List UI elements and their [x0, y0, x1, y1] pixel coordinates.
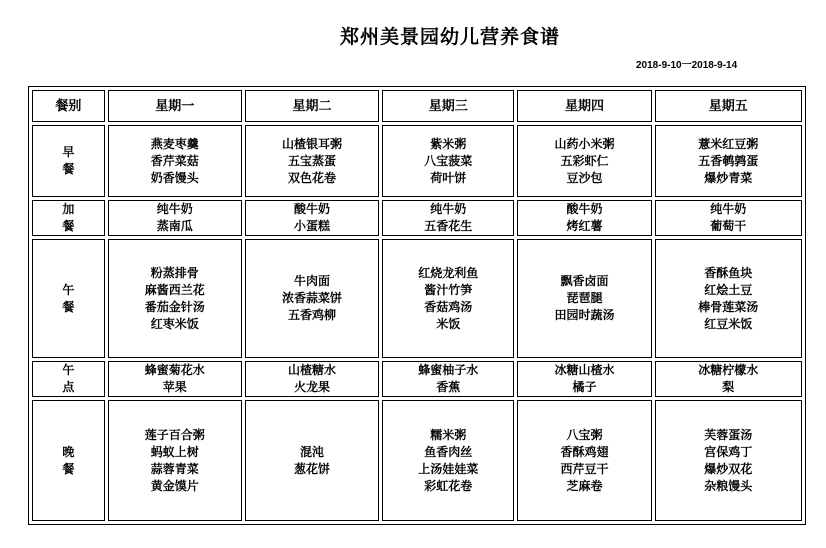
dish-item: 黄金馍片: [150, 478, 199, 493]
menu-cell: [245, 239, 379, 358]
menu-cell: [108, 239, 242, 358]
dish-item: 小蛋糕: [294, 219, 331, 233]
header-day: 星期五: [655, 90, 802, 122]
page-title: 郑州美景园幼儿营养食谱: [339, 26, 560, 48]
menu-cell: [108, 200, 242, 236]
dish-item: 八宝菠菜: [424, 153, 473, 168]
menu-cell: [517, 125, 651, 197]
dish-item: 山楂银耳粥: [282, 136, 343, 151]
dish-item: 棒骨莲菜汤: [698, 299, 759, 314]
menu-cell: [517, 400, 651, 521]
dish-item: 彩虹花卷: [424, 478, 473, 493]
meal-name-cell: [32, 239, 105, 358]
menu-cell: [108, 400, 242, 521]
dish-item: 葱花饼: [294, 461, 331, 476]
menu-cell: [382, 239, 514, 358]
dish-item: 蜂蜜菊花水: [144, 363, 205, 377]
menu-cell: [245, 361, 379, 397]
menu-cell: [517, 361, 651, 397]
dish-item: 燕麦枣羹: [150, 136, 199, 151]
meal-name-char: 餐: [62, 219, 75, 233]
meal-name-cell: [32, 125, 105, 197]
dish-item: 五香鹌鹑蛋: [698, 153, 759, 168]
menu-cell: [655, 239, 802, 358]
dish-item: 蚂蚁上树: [150, 444, 199, 459]
dish-item: 西芹豆干: [560, 461, 609, 476]
dish-item: 爆炒双花: [704, 461, 753, 476]
dish-item: 纯牛奶: [156, 202, 193, 216]
menu-cell: [517, 239, 651, 358]
dish-item: 酸牛奶: [566, 202, 603, 216]
menu-cell: [245, 400, 379, 521]
menu-cell: [382, 125, 514, 197]
dish-item: 葡萄干: [710, 219, 747, 233]
header-day: 星期三: [382, 90, 514, 122]
header-day: 星期四: [517, 90, 651, 122]
dish-item: 苹果: [162, 380, 187, 394]
menu-cell: [108, 125, 242, 197]
meal-name-char: 加: [62, 202, 75, 216]
meal-name-char: 餐: [62, 299, 75, 314]
dish-item: 冰糖山楂水: [554, 363, 615, 377]
dish-item: 香酥鱼块: [704, 265, 753, 280]
dish-item: 酱汁竹笋: [424, 282, 473, 297]
menu-cell: [382, 400, 514, 521]
dish-item: 红豆米饭: [704, 316, 753, 331]
dish-item: 芙蓉蛋汤: [704, 427, 753, 442]
dish-item: 番茄金针汤: [144, 299, 205, 314]
menu-cell: [108, 361, 242, 397]
meal-row: [32, 125, 802, 197]
header-meal-col: 餐别: [32, 90, 105, 122]
dish-item: 五宝蒸蛋: [288, 153, 337, 168]
dish-item: 冰糖柠檬水: [698, 363, 759, 377]
dish-item: 香蕉: [436, 380, 461, 394]
menu-cell: [382, 200, 514, 236]
dish-item: 蜂蜜柚子水: [418, 363, 479, 377]
dish-item: 五香鸡柳: [288, 308, 337, 322]
menu-cell: [245, 125, 379, 197]
date-range: 2018-9-10一2018-9-14: [636, 60, 738, 71]
dish-item: 豆沙包: [566, 170, 603, 185]
meal-row: [32, 361, 802, 397]
dish-item: 紫米粥: [430, 136, 467, 151]
dish-item: 芝麻卷: [566, 478, 603, 493]
menu-cell: [382, 361, 514, 397]
meal-name-char: 晚: [62, 444, 75, 459]
dish-item: 麻酱西兰花: [144, 282, 205, 297]
meal-row: [32, 200, 802, 236]
dish-item: 香酥鸡翅: [560, 444, 609, 459]
meal-name-char: 早: [62, 145, 75, 159]
dish-item: 红烩土豆: [704, 282, 753, 297]
menu-cell: [655, 361, 802, 397]
menu-cell: [655, 125, 802, 197]
meal-row: [32, 239, 802, 358]
header-row: [32, 90, 802, 122]
meal-name-char: 餐: [62, 162, 75, 176]
menu-cell: [245, 200, 379, 236]
dish-item: 烤红薯: [566, 219, 603, 233]
dish-item: 山药小米粥: [554, 136, 615, 151]
dish-item: 香菇鸡汤: [424, 299, 473, 314]
dish-item: 琵琶腿: [566, 291, 603, 305]
dish-item: 杂粮馒头: [704, 478, 753, 493]
dish-item: 纯牛奶: [710, 202, 747, 216]
meal-name-char: 餐: [62, 461, 75, 476]
dish-item: 香芹菜菇: [150, 153, 199, 168]
dish-item: 纯牛奶: [430, 202, 467, 216]
dish-item: 奶香馒头: [150, 170, 199, 185]
dish-item: 山楂糖水: [288, 363, 337, 377]
dish-item: 混沌: [300, 444, 325, 459]
meal-name-char: 点: [62, 380, 75, 394]
dish-item: 鱼香肉丝: [424, 444, 473, 459]
menu-cell: [517, 200, 651, 236]
dish-item: 粉蒸排骨: [150, 265, 199, 280]
dish-item: 火龙果: [294, 380, 331, 394]
dish-item: 五香花生: [424, 219, 473, 233]
dish-item: 牛肉面: [294, 274, 331, 288]
menu-table: [28, 86, 806, 525]
dish-item: 宫保鸡丁: [704, 444, 753, 459]
meal-row: [32, 400, 802, 521]
header-day: 星期一: [108, 90, 242, 122]
meal-name-char: 午: [62, 363, 75, 377]
dish-item: 五彩虾仁: [560, 153, 609, 168]
dish-item: 红烧龙利鱼: [418, 265, 479, 280]
dish-item: 八宝粥: [566, 427, 603, 442]
header-day: 星期二: [245, 90, 379, 122]
dish-item: 米饭: [436, 316, 461, 331]
menu-cell: [655, 400, 802, 521]
dish-item: 爆炒青菜: [704, 170, 753, 185]
dish-item: 酸牛奶: [294, 202, 331, 216]
dish-item: 荷叶饼: [430, 170, 467, 185]
dish-item: 红枣米饭: [150, 316, 199, 331]
meal-name-cell: [32, 400, 105, 521]
menu-cell: [655, 200, 802, 236]
dish-item: 糯米粥: [430, 427, 467, 442]
dish-item: 莲子百合粥: [144, 427, 205, 442]
meal-name-cell: [32, 200, 105, 236]
dish-item: 飘香卤面: [560, 274, 609, 288]
dish-item: 薏米红豆粥: [698, 136, 759, 151]
meal-name-char: 午: [62, 282, 75, 297]
dish-item: 橘子: [572, 380, 597, 394]
dish-item: 上汤娃娃菜: [418, 461, 479, 476]
dish-item: 双色花卷: [288, 170, 337, 185]
dish-item: 蒸南瓜: [156, 219, 193, 233]
dish-item: 田园时蔬汤: [554, 308, 615, 322]
dish-item: 浓香蒜菜饼: [282, 291, 343, 305]
dish-item: 梨: [722, 380, 735, 394]
dish-item: 蒜蓉青菜: [150, 461, 199, 476]
meal-name-cell: [32, 361, 105, 397]
